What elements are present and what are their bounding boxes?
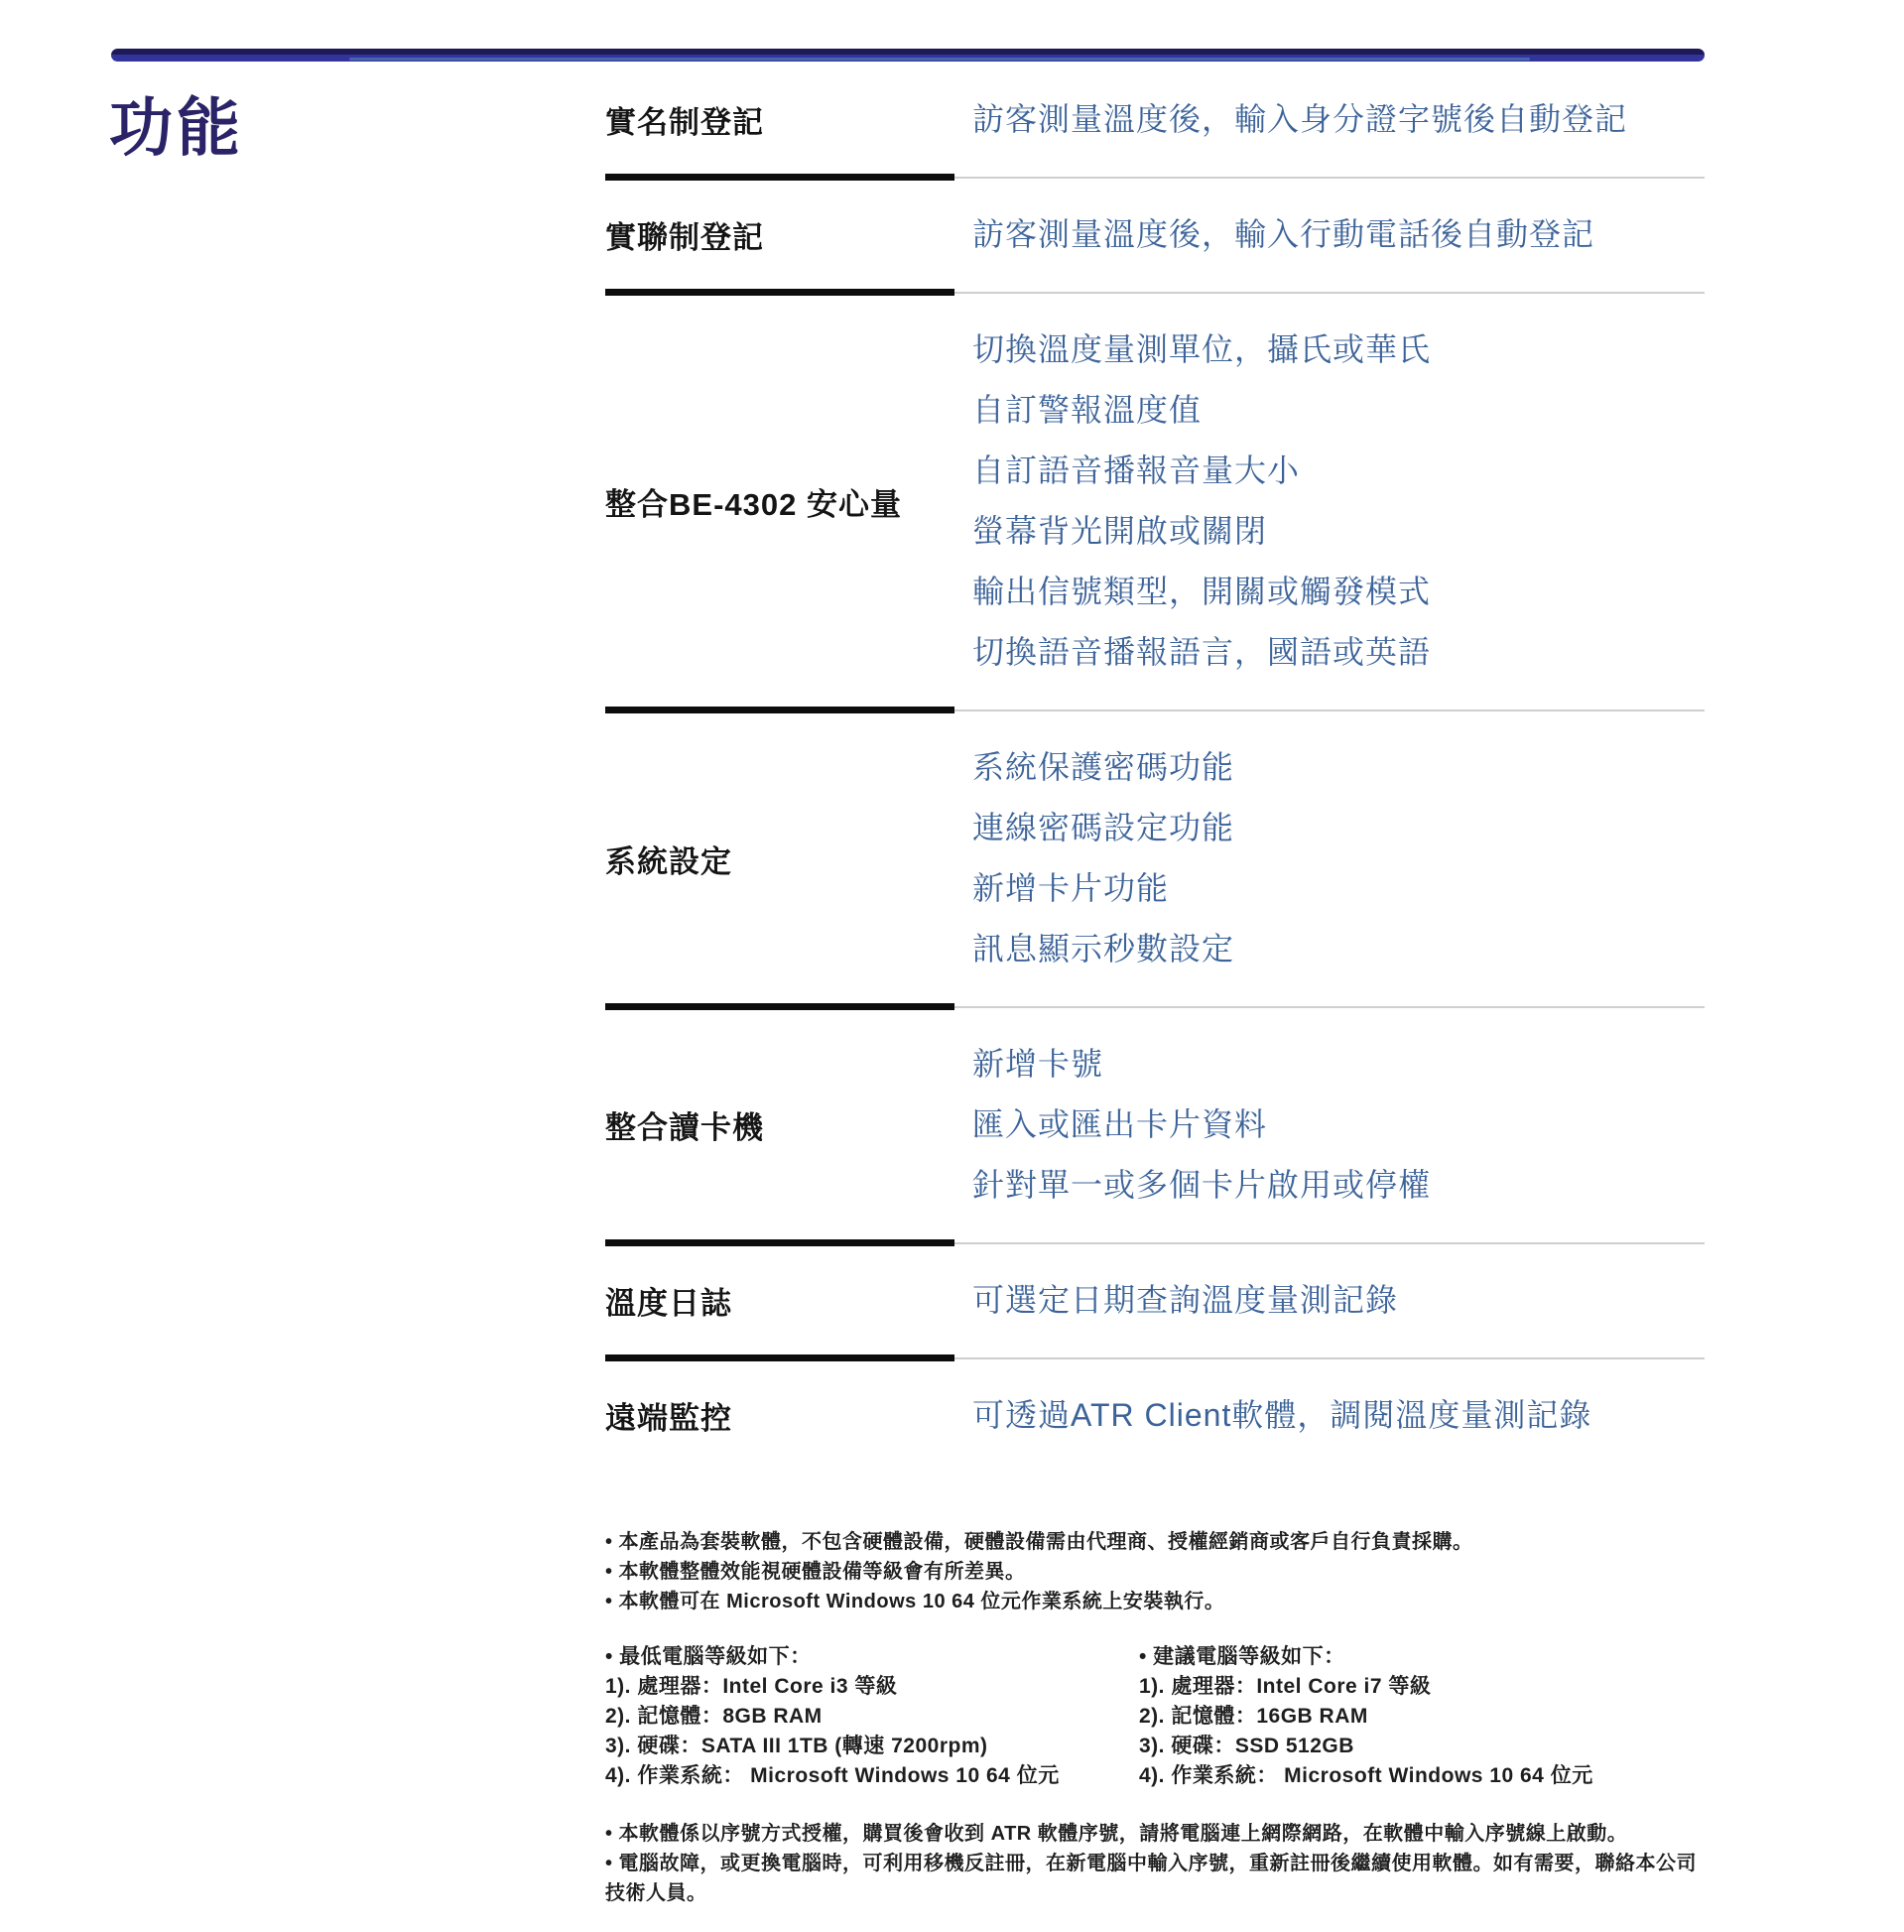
- row-separator: [605, 1239, 1705, 1246]
- feature-description: [972, 89, 1705, 150]
- notes-top: [605, 1527, 1705, 1616]
- spec-item: 3). 硬碟：SATA III 1TB (轉速 7200rpm): [605, 1735, 988, 1757]
- feature-description: [972, 1385, 1705, 1446]
- feature-description-line: 新增卡片功能: [972, 870, 1170, 906]
- feature-description: [972, 1270, 1705, 1331]
- feature-description: [972, 737, 1705, 979]
- feature-description-line: 針對單一或多個卡片啟用或停權: [972, 1167, 1432, 1203]
- feature-label: 溫度日誌: [605, 1286, 732, 1321]
- feature-row: [605, 296, 1705, 707]
- separator-accent: [605, 289, 954, 296]
- feature-label: 系統設定: [605, 843, 732, 879]
- spec-item: 1). 處理器：Intel Core i7 等級: [1139, 1675, 1432, 1698]
- feature-label: 整合讀卡機: [605, 1110, 764, 1145]
- row-separator: [605, 1003, 1705, 1010]
- feature-description-line: 切換溫度量測單位，攝氏或華氏: [972, 331, 1432, 367]
- separator-accent: [605, 707, 954, 713]
- spec-item: 4). 作業系統： Microsoft Windows 10 64 位元: [605, 1764, 1060, 1787]
- feature-label: 整合BE-4302 安心量: [605, 486, 902, 522]
- page-title: 功能: [109, 92, 244, 164]
- spec-item: 2). 記憶體：8GB RAM: [605, 1705, 823, 1728]
- system-requirements: [605, 1642, 1705, 1791]
- spec-heading: • 建議電腦等級如下：: [1139, 1645, 1345, 1668]
- feature-description-line: 輸出信號類型，開關或觸發模式: [972, 574, 1432, 609]
- feature-description-line: 螢幕背光開啟或關閉: [972, 513, 1268, 549]
- note-line: • 本軟體可在 Microsoft Windows 10 64 位元作業系統上安裝執行。: [605, 1591, 1225, 1612]
- spec-item: 3). 硬碟：SSD 512GB: [1139, 1735, 1354, 1757]
- row-separator: [605, 707, 1705, 713]
- spec-item: 2). 記憶體：16GB RAM: [1139, 1705, 1368, 1728]
- feature-description-line: 訊息顯示秒數設定: [972, 931, 1235, 966]
- feature-description-line: 訪客測量溫度後，輸入身分證字號後自動登記: [972, 101, 1628, 137]
- spec-recommended-column: [1139, 1642, 1673, 1791]
- row-separator: [605, 1354, 1705, 1361]
- feature-row: [605, 1010, 1705, 1239]
- separator-accent: [605, 1239, 954, 1246]
- feature-description-line: 新增卡號: [972, 1046, 1104, 1082]
- row-separator: [605, 174, 1705, 181]
- feature-label: 實名制登記: [605, 105, 764, 140]
- feature-description-line: 自訂警報溫度值: [972, 392, 1203, 428]
- spec-minimum-column: [605, 1642, 1139, 1791]
- feature-description-line: 匯入或匯出卡片資料: [972, 1106, 1268, 1142]
- row-separator: [605, 289, 1705, 296]
- feature-label: 實聯制登記: [605, 220, 764, 255]
- feature-row: [605, 1246, 1705, 1354]
- feature-description-line: 連線密碼設定功能: [972, 810, 1235, 845]
- note-line: • 電腦故障，或更換電腦時，可利用移機反註冊，在新電腦中輸入序號，重新註冊後繼續使用軟體。如有需要，聯絡本公司技術人員。: [605, 1853, 1698, 1904]
- spec-item: 4). 作業系統： Microsoft Windows 10 64 位元: [1139, 1764, 1593, 1787]
- feature-description: [972, 320, 1705, 683]
- feature-row: [605, 713, 1705, 1003]
- feature-label: 遠端監控: [605, 1401, 732, 1436]
- spec-heading: • 最低電腦等級如下：: [605, 1645, 812, 1668]
- separator-accent: [605, 174, 954, 181]
- feature-description: [972, 204, 1705, 265]
- note-line: • 本軟體係以序號方式授權，購買後會收到 ATR 軟體序號，請將電腦連上網際網路，在軟體中輸入序號線上啟動。: [605, 1823, 1628, 1845]
- notes-bottom: [605, 1819, 1705, 1908]
- feature-description-line: 系統保護密碼功能: [972, 749, 1235, 785]
- feature-row: [605, 1361, 1705, 1470]
- feature-description-line: 可選定日期查詢溫度量測記錄: [972, 1282, 1399, 1318]
- feature-description-line: 自訂語音播報音量大小: [972, 452, 1301, 488]
- feature-description-line: 訪客測量溫度後，輸入行動電話後自動登記: [972, 216, 1595, 252]
- note-line: • 本軟體整體效能視硬體設備等級會有所差異。: [605, 1561, 1026, 1583]
- feature-row: [605, 181, 1705, 289]
- note-line: • 本產品為套裝軟體，不包含硬體設備，硬體設備需由代理商、授權經銷商或客戶自行負責採購。: [605, 1531, 1473, 1553]
- feature-description: [972, 1034, 1705, 1216]
- feature-row: [605, 60, 1705, 174]
- separator-accent: [605, 1354, 954, 1361]
- separator-accent: [605, 1003, 954, 1010]
- main-column: [605, 60, 1705, 1908]
- spec-item: 1). 處理器：Intel Core i3 等級: [605, 1675, 898, 1698]
- feature-description-line: 切換語音播報語言，國語或英語: [972, 634, 1432, 670]
- feature-description-line: 可透過ATR Client軟體，調閱溫度量測記錄: [972, 1397, 1592, 1433]
- features-table: [605, 60, 1705, 1470]
